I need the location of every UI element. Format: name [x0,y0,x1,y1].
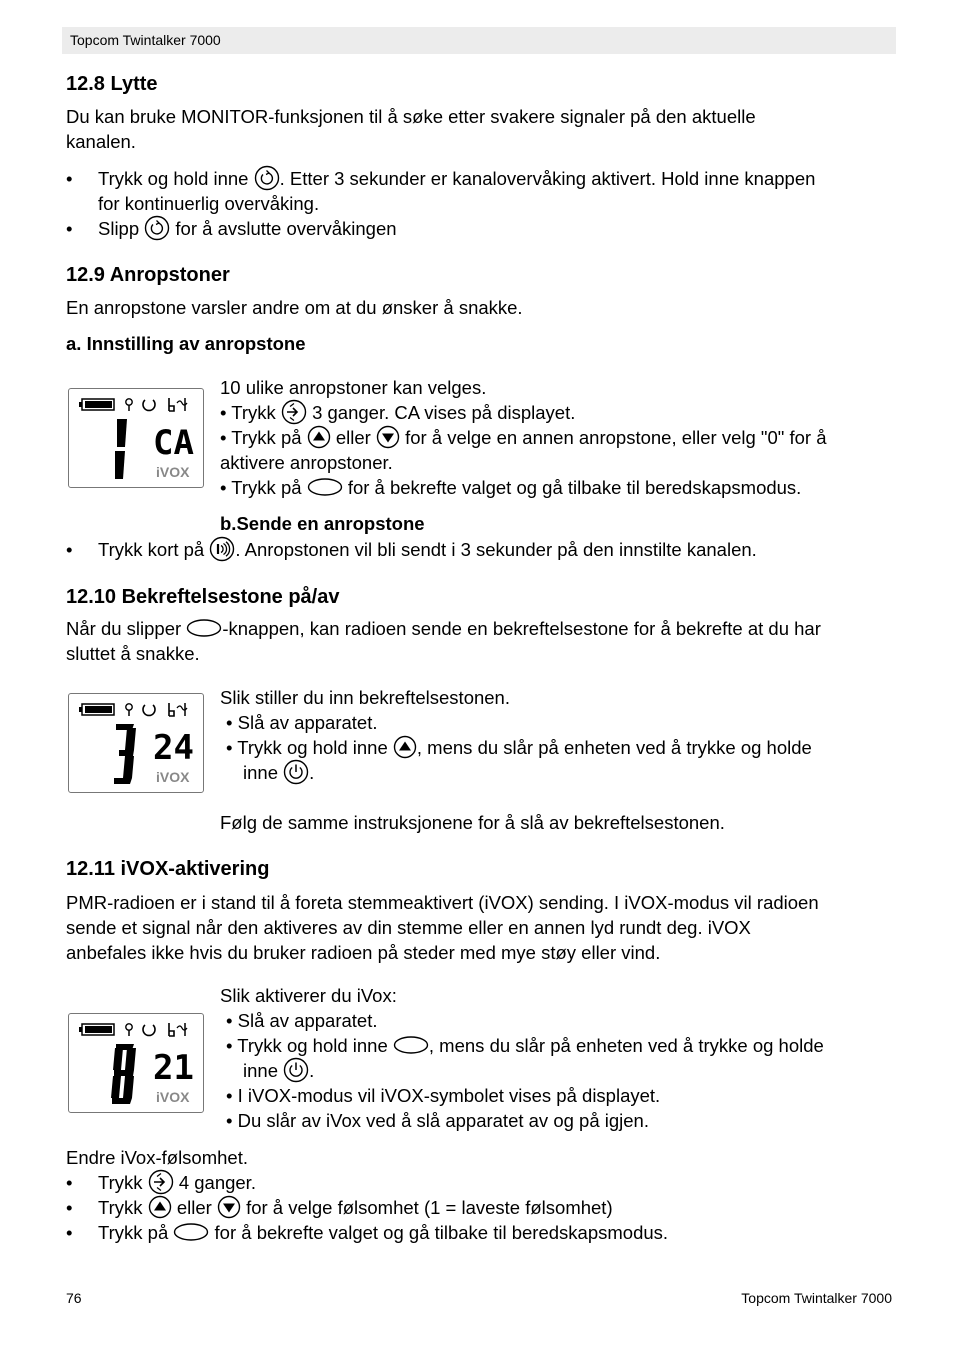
s128-intro-line2: kanalen. [66,131,136,152]
s129-p1: 10 ulike anropstoner kan velges. [220,377,487,398]
text: 4 ganger. [178,1172,256,1193]
s1210-bullet1: • Slå av apparatet. [226,712,378,733]
lcd-display-ivox [68,1013,204,1113]
up-button-icon [393,735,417,759]
up-button-icon [307,425,331,449]
s128-bullet2 [98,216,397,243]
text: • Trykk på [220,427,302,448]
down-button-icon [217,1195,241,1219]
text: . [309,762,315,783]
lcd-graphic [69,1014,203,1112]
section-12-10-heading: 12.10 Bekreftelsestone på/av [66,586,340,608]
s1210-p1: Slik stiller du inn bekreftelsestonen. [220,687,510,708]
text: Trykk [98,1172,143,1193]
s1211-intro-line2: sende et signal når den aktiveres av din stemme eller en annen lyd rundt deg. iVOX [66,917,751,938]
call-button-icon [209,536,235,562]
page-number: 76 [66,1290,82,1306]
text: for å velge en annen anropstone, eller velg "0" for å [405,427,827,448]
bullet: • [66,168,73,189]
text: Trykk kort på [98,539,205,560]
s129-bullet2 [220,425,827,451]
s129-bullet4 [98,537,757,564]
text: for å bekrefte valget og gå tilbake til beredskapsmodus. [347,477,802,498]
s1211-bullet2-line2 [243,1058,314,1085]
section-12-8-heading: 12.8 Lytte [66,73,158,95]
text: • Trykk [220,402,276,423]
bullet: • [66,1197,73,1218]
lcd-text: CA [153,423,194,463]
lcd-graphic [69,389,203,487]
ptt-button-icon [173,1222,209,1242]
text: • Trykk og hold inne [226,1035,388,1056]
menu-button-icon [148,1169,174,1195]
down-button-icon [376,425,400,449]
text: for å velge følsomhet (1 = laveste følsomhet) [246,1197,613,1218]
text: inne [243,762,278,783]
lcd-graphic [69,694,203,792]
s129-subheading-a: a. Innstilling av anropstone [66,333,306,354]
text: • Trykk og hold inne [226,737,388,758]
ivox-label: iVOX [156,464,190,480]
bullet: • [66,218,73,239]
ivox-label: iVOX [156,1089,190,1105]
section-12-9-heading: 12.9 Anropstoner [66,264,230,286]
text: -knappen, kan radioen sende en bekreftelsestone for å bekrefte at du har [222,618,821,639]
s1211-bullet2 [226,1033,824,1058]
s128-intro-line1: Du kan bruke MONITOR-funksjonen til å søke etter svakere signaler på den aktuelle [66,106,756,127]
s129-intro: En anropstone varsler andre om at du ønsker å snakke. [66,297,523,318]
text: 3 ganger. CA vises på displayet. [312,402,576,423]
s1211-c1 [98,1170,256,1197]
s129-bullet1 [220,400,575,427]
lcd-text: 24 [153,728,194,768]
s1211-bullet4: • Du slår av iVox ved å slå apparatet av og på igjen. [226,1110,649,1131]
text: • Trykk på [220,477,302,498]
text: Trykk og hold inne [98,168,249,189]
monitor-button-icon [254,165,280,191]
ptt-button-icon [186,618,222,638]
s128-bullet1-line2: for kontinuerlig overvåking. [98,193,320,214]
lcd-text: 21 [153,1048,194,1088]
s1211-intro-line3: anbefales ikke hvis du bruker radioen på steder med mye støy eller vind. [66,942,661,963]
s1211-c3 [98,1220,668,1245]
text: , mens du slår på enheten ved å trykke og holde [416,737,812,758]
s1211-c2 [98,1195,613,1221]
text: inne [243,1060,278,1081]
s129-bullet2-line2: aktivere anropstoner. [220,452,393,473]
power-button-icon [283,759,309,785]
monitor-button-icon [144,215,170,241]
text: eller [335,427,371,448]
text: for å bekrefte valget og gå tilbake til beredskapsmodus. [214,1222,669,1243]
bullet: • [66,1222,73,1243]
text: Trykk på [98,1222,169,1243]
text: . Etter 3 sekunder er kanalovervåking aktivert. Hold inne knappen [279,168,816,189]
s1210-p2: Følg de samme instruksjonene for å slå av bekreftelsestonen. [220,812,725,833]
page-header [62,27,896,54]
s129-bullet3 [220,475,801,500]
bullet: • [66,1172,73,1193]
text: for å avslutte overvåkingen [175,218,397,239]
s1210-bullet2 [226,735,812,761]
s1210-intro [66,616,821,641]
header-title: Topcom Twintalker 7000 [70,32,221,48]
s1211-intro-line1: PMR-radioen er i stand til å foreta stemmeaktivert (iVOX) sending. I iVOX-modus vil radioen [66,892,819,913]
s128-bullet1 [98,166,815,193]
s1210-bullet2-line2 [243,760,314,787]
s1211-bullet3: • I iVOX-modus vil iVOX-symbolet vises på displayet. [226,1085,661,1106]
text: Når du slipper [66,618,182,639]
s1211-p1: Slik aktiverer du iVox: [220,985,397,1006]
text: , mens du slår på enheten ved å trykke og holde [428,1035,824,1056]
section-12-11-heading: 12.11 iVOX-aktivering [66,858,270,880]
text: Trykk [98,1197,143,1218]
text: eller [176,1197,212,1218]
ivox-label: iVOX [156,769,190,785]
power-button-icon [283,1057,309,1083]
menu-button-icon [281,399,307,425]
s1211-bullet1: • Slå av apparatet. [226,1010,378,1031]
ptt-button-icon [307,477,343,497]
up-button-icon [148,1195,172,1219]
footer-title: Topcom Twintalker 7000 [741,1290,892,1306]
ptt-button-icon [393,1035,429,1055]
bullet: • [66,539,73,560]
lcd-display-confirmation-tone [68,693,204,793]
text: Slipp [98,218,140,239]
text: . [309,1060,315,1081]
lcd-display-call-tone [68,388,204,488]
text: . Anropstonen vil bli sendt i 3 sekunder på den innstilte kanalen. [235,539,757,560]
s1211-p2: Endre iVox-følsomhet. [66,1147,248,1168]
s1210-intro-line2: sluttet å snakke. [66,643,200,664]
s129-subheading-b: b.Sende en anropstone [220,513,425,534]
